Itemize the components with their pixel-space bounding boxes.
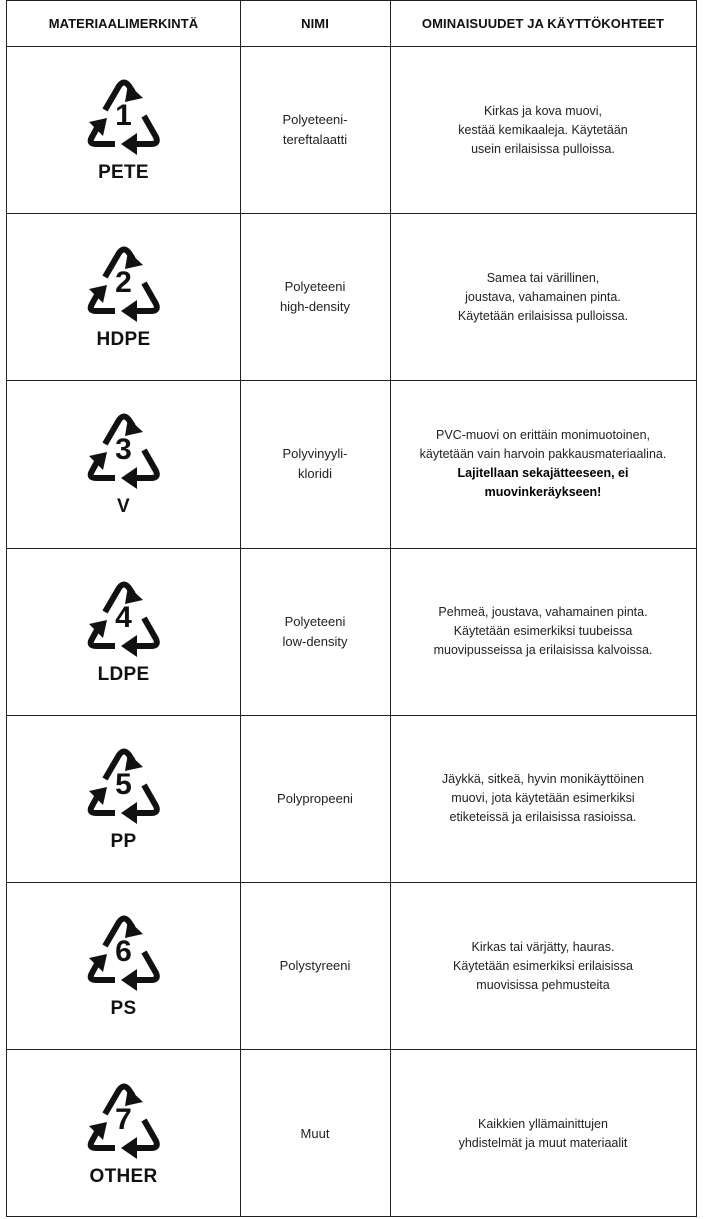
material-code-cell xyxy=(7,381,240,547)
description-line: Kirkas tai värjätty, hauras. xyxy=(471,939,615,954)
resin-abbreviation: OTHER xyxy=(89,1165,158,1187)
description-line: Samea tai värillinen, xyxy=(486,270,600,285)
description-line: Käytetään esimerkiksi tuubeissa xyxy=(453,624,633,639)
properties-cell xyxy=(390,883,696,1049)
name-line: Polypropeeni xyxy=(277,790,353,806)
table-row xyxy=(7,381,696,548)
description-line: joustava, vahamainen pinta. xyxy=(465,289,621,304)
description-line: muovisissa pehmusteita xyxy=(476,977,610,992)
description-line: Käytetään erilaisissa pulloissa. xyxy=(457,308,629,323)
description-line: muovi, jota käytetään esimerkiksi xyxy=(451,791,635,806)
resin-abbreviation: PP xyxy=(110,830,137,852)
material-name-cell xyxy=(240,716,390,882)
name-line: Polyvinyyli- xyxy=(282,446,348,462)
description-line: Kirkas ja kova muovi, xyxy=(483,103,603,118)
material-code-cell xyxy=(7,47,240,213)
resin-code-number: 5 xyxy=(115,767,132,801)
resin-abbreviation: HDPE xyxy=(96,329,151,351)
material-name-cell xyxy=(240,214,390,380)
material-code-cell xyxy=(7,1050,240,1217)
material-name-cell xyxy=(240,549,390,715)
name-line: Polyeteeni xyxy=(284,613,346,629)
resin-abbreviation: PS xyxy=(110,998,137,1020)
table-header xyxy=(7,1,696,47)
resin-code-symbol xyxy=(81,410,167,490)
name-line: Muut xyxy=(300,1125,330,1141)
resin-code-number: 3 xyxy=(115,433,132,467)
resin-code-number: 6 xyxy=(115,935,132,969)
material-name-cell xyxy=(240,1050,390,1217)
description-line: käytetään vain harvoin pakkausmateriaalina. xyxy=(419,447,667,462)
description-line: Käytetään esimerkiksi erilaisissa xyxy=(453,958,633,973)
resin-code-number: 1 xyxy=(115,99,132,133)
material-name-cell xyxy=(240,381,390,547)
resin-abbreviation: V xyxy=(117,496,130,518)
description-line: etiketeissä ja erilaisissa rasioissa. xyxy=(449,810,637,825)
table-row xyxy=(7,47,696,214)
table-row xyxy=(7,1050,696,1217)
material-name-cell xyxy=(240,47,390,213)
name-line: Polyeteeni- xyxy=(282,112,348,128)
resin-code-symbol xyxy=(81,76,167,156)
properties-cell xyxy=(390,214,696,380)
material-code-cell xyxy=(7,549,240,715)
resin-code-symbol xyxy=(81,578,167,658)
description-line: Jäykkä, sitkeä, hyvin monikäyttöinen xyxy=(441,772,645,787)
header-properties: OMINAISUUDET JA KÄYTTÖKOHTEET xyxy=(421,15,665,31)
name-line: Polystyreeni xyxy=(279,958,351,974)
resin-code-number: 7 xyxy=(115,1102,132,1136)
table-row xyxy=(7,549,696,716)
description-warning-line: Lajitellaan sekajätteeseen, ei xyxy=(457,466,629,481)
description-line: muovipusseissa ja erilaisissa kalvoissa. xyxy=(433,643,653,658)
material-code-cell xyxy=(7,214,240,380)
material-name-cell xyxy=(240,883,390,1049)
header-name: NIMI xyxy=(301,15,329,31)
name-line: low-density xyxy=(282,633,348,649)
properties-cell xyxy=(390,549,696,715)
resin-code-symbol xyxy=(81,243,167,323)
resin-abbreviation: LDPE xyxy=(97,663,150,685)
table-row xyxy=(7,214,696,381)
resin-code-number: 2 xyxy=(115,266,132,300)
description-line: usein erilaisissa pulloissa. xyxy=(471,141,615,156)
material-code-cell xyxy=(7,716,240,882)
properties-cell xyxy=(390,381,696,547)
name-line: Polyeteeni xyxy=(284,279,346,295)
name-line: kloridi xyxy=(298,466,332,482)
table-row xyxy=(7,883,696,1050)
name-line: tereftalaatti xyxy=(282,132,348,148)
description-line: yhdistelmät ja muut materiaalit xyxy=(458,1135,628,1150)
description-warning-line: muovinkeräykseen! xyxy=(484,485,602,500)
properties-cell xyxy=(390,47,696,213)
properties-cell xyxy=(390,716,696,882)
properties-cell xyxy=(390,1050,696,1217)
name-line: high-density xyxy=(279,299,351,315)
table-row xyxy=(7,716,696,883)
description-line: Pehmeä, joustava, vahamainen pinta. xyxy=(438,605,648,620)
material-code-cell xyxy=(7,883,240,1049)
description-line: PVC-muovi on erittäin monimuotoinen, xyxy=(436,428,650,443)
recycling-codes-table xyxy=(6,0,697,1217)
resin-code-symbol xyxy=(81,1080,167,1160)
description-line: kestää kemikaaleja. Käytetään xyxy=(458,122,628,137)
description-line: Kaikkien yllämainittujen xyxy=(478,1116,608,1131)
resin-code-symbol xyxy=(81,745,167,825)
resin-abbreviation: PETE xyxy=(98,162,149,184)
header-material-code: MATERIAALIMERKINTÄ xyxy=(48,15,199,31)
resin-code-symbol xyxy=(81,912,167,992)
resin-code-number: 4 xyxy=(115,600,132,634)
